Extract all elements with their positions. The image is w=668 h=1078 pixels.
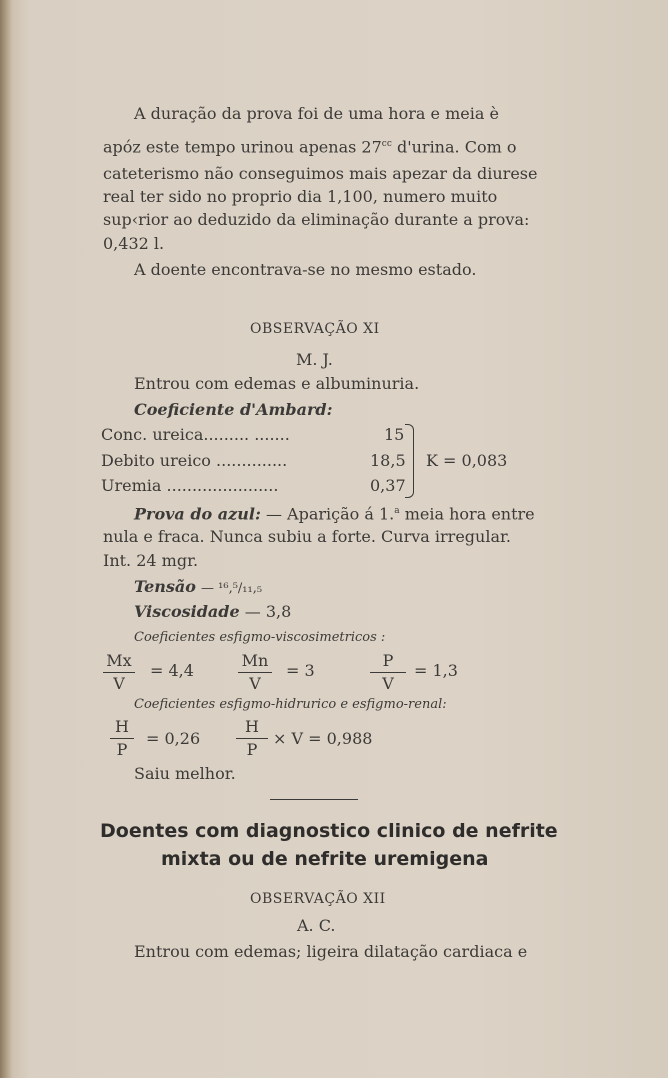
ambard-value-debito: 18,5 <box>370 451 406 470</box>
fraction-mn-v <box>238 652 272 693</box>
fraction-h-numerator: H <box>115 717 129 736</box>
azul-text: — Aparição á 1. <box>265 504 395 524</box>
ambard-k-value: K = 0,083 <box>426 451 508 470</box>
viscosidade-line <box>134 602 291 622</box>
fraction-bar <box>103 672 135 673</box>
azul-line3: Int. 24 mgr. <box>103 551 199 570</box>
fraction-mx-denominator: V <box>113 674 125 693</box>
obs12-entry: Entrou com edemas; ligeira dilatação cardiaca e <box>134 942 528 961</box>
obs11-title: OBSERVAÇÃO XI <box>250 321 380 337</box>
fraction-h-p-1 <box>110 718 134 759</box>
viscosidade-label: Viscosidade <box>134 602 240 621</box>
obs11-outcome: Saiu melhor. <box>134 764 236 783</box>
fraction-p-numerator: P <box>382 651 394 670</box>
fraction-bar <box>110 738 134 739</box>
book-spine <box>0 0 12 1078</box>
azul-text2: meia hora entre <box>404 504 535 524</box>
fraction-p-denominator: P <box>116 740 128 759</box>
ambard-row-conc: Conc. ureica......... ....... <box>101 425 290 444</box>
azul-superscript: a <box>394 506 400 516</box>
section-heading-line2: mixta ou de nefrite uremigena <box>161 848 489 870</box>
obs11-initials: M. J. <box>296 350 333 369</box>
azul-label: Prova do azul: <box>134 504 261 524</box>
coef-hidrurico-label: Coeficientes esfigmo-hidrurico e esfigmo-renal: <box>134 697 447 712</box>
ambard-value-conc: 15 <box>384 425 405 444</box>
ambard-brace <box>405 424 414 498</box>
viscosidade-value: — 3,8 <box>244 602 292 621</box>
para1-line6: 0,432 l. <box>103 234 165 253</box>
fraction-h-numerator: H <box>245 717 259 736</box>
cc-superscript: cc <box>381 139 392 149</box>
ambard-value-uremia: 0,37 <box>370 476 406 495</box>
para1-line4: real ter sido no proprio dia 1,100, numero muito <box>103 187 498 206</box>
fraction-h-p-value-2: × V = 0,988 <box>273 729 373 748</box>
ambard-row-debito: Debito ureico .............. <box>101 451 288 470</box>
fraction-bar <box>238 672 272 673</box>
azul-line1 <box>134 501 535 524</box>
para1-line2 <box>103 134 516 157</box>
fraction-mn-denominator: V <box>249 674 261 693</box>
fraction-p-denominator: V <box>382 674 394 693</box>
para1-line1: A duração da prova foi de uma hora e meia è <box>134 104 499 123</box>
fraction-bar <box>370 672 406 673</box>
fraction-mn-value: = 3 <box>286 661 315 680</box>
fraction-h-p-value-1: = 0,26 <box>146 729 201 748</box>
fraction-p-v <box>370 652 406 693</box>
azul-line2: nula e fraca. Nunca subiu a forte. Curva irregular. <box>103 527 511 546</box>
para1-line2-text: apóz este tempo urinou apenas 27 <box>103 137 382 157</box>
obs12-title: OBSERVAÇÃO XII <box>250 891 386 907</box>
ambard-row-uremia: Uremia ...................... <box>101 476 279 495</box>
section-divider <box>270 799 358 800</box>
para1-line5: sup‹rior ao deduzido da eliminação durante a prova: <box>103 210 530 229</box>
tensao-value: — ¹⁶,⁵/₁₁,₅ <box>201 581 263 596</box>
tensao-line <box>134 577 262 599</box>
fraction-p-denominator: P <box>246 740 258 759</box>
para1-line3: cateterismo não conseguimos mais apezar da diurese <box>103 164 538 183</box>
fraction-mx-numerator: Mx <box>106 651 132 670</box>
ambard-label: Coeficiente d'Ambard: <box>134 400 333 419</box>
fraction-mx-value: = 4,4 <box>150 661 194 680</box>
obs12-initials: A. C. <box>297 916 336 935</box>
obs11-entry: Entrou com edemas e albuminuria. <box>134 374 420 393</box>
coef-viscosimetricos-label: Coeficientes esfigmo-viscosimetricos : <box>134 630 386 645</box>
para2: A doente encontrava-se no mesmo estado. <box>134 260 477 279</box>
section-heading-line1: Doentes com diagnostico clinico de nefrite <box>100 820 558 842</box>
fraction-bar <box>236 738 268 739</box>
fraction-h-p-2 <box>236 718 268 759</box>
fraction-mx-v <box>103 652 135 693</box>
fraction-mn-numerator: Mn <box>241 651 269 670</box>
para1-line2-end: d'urina. Com o <box>396 137 517 157</box>
tensao-label: Tensão <box>134 577 196 596</box>
fraction-p-value: = 1,3 <box>414 661 458 680</box>
